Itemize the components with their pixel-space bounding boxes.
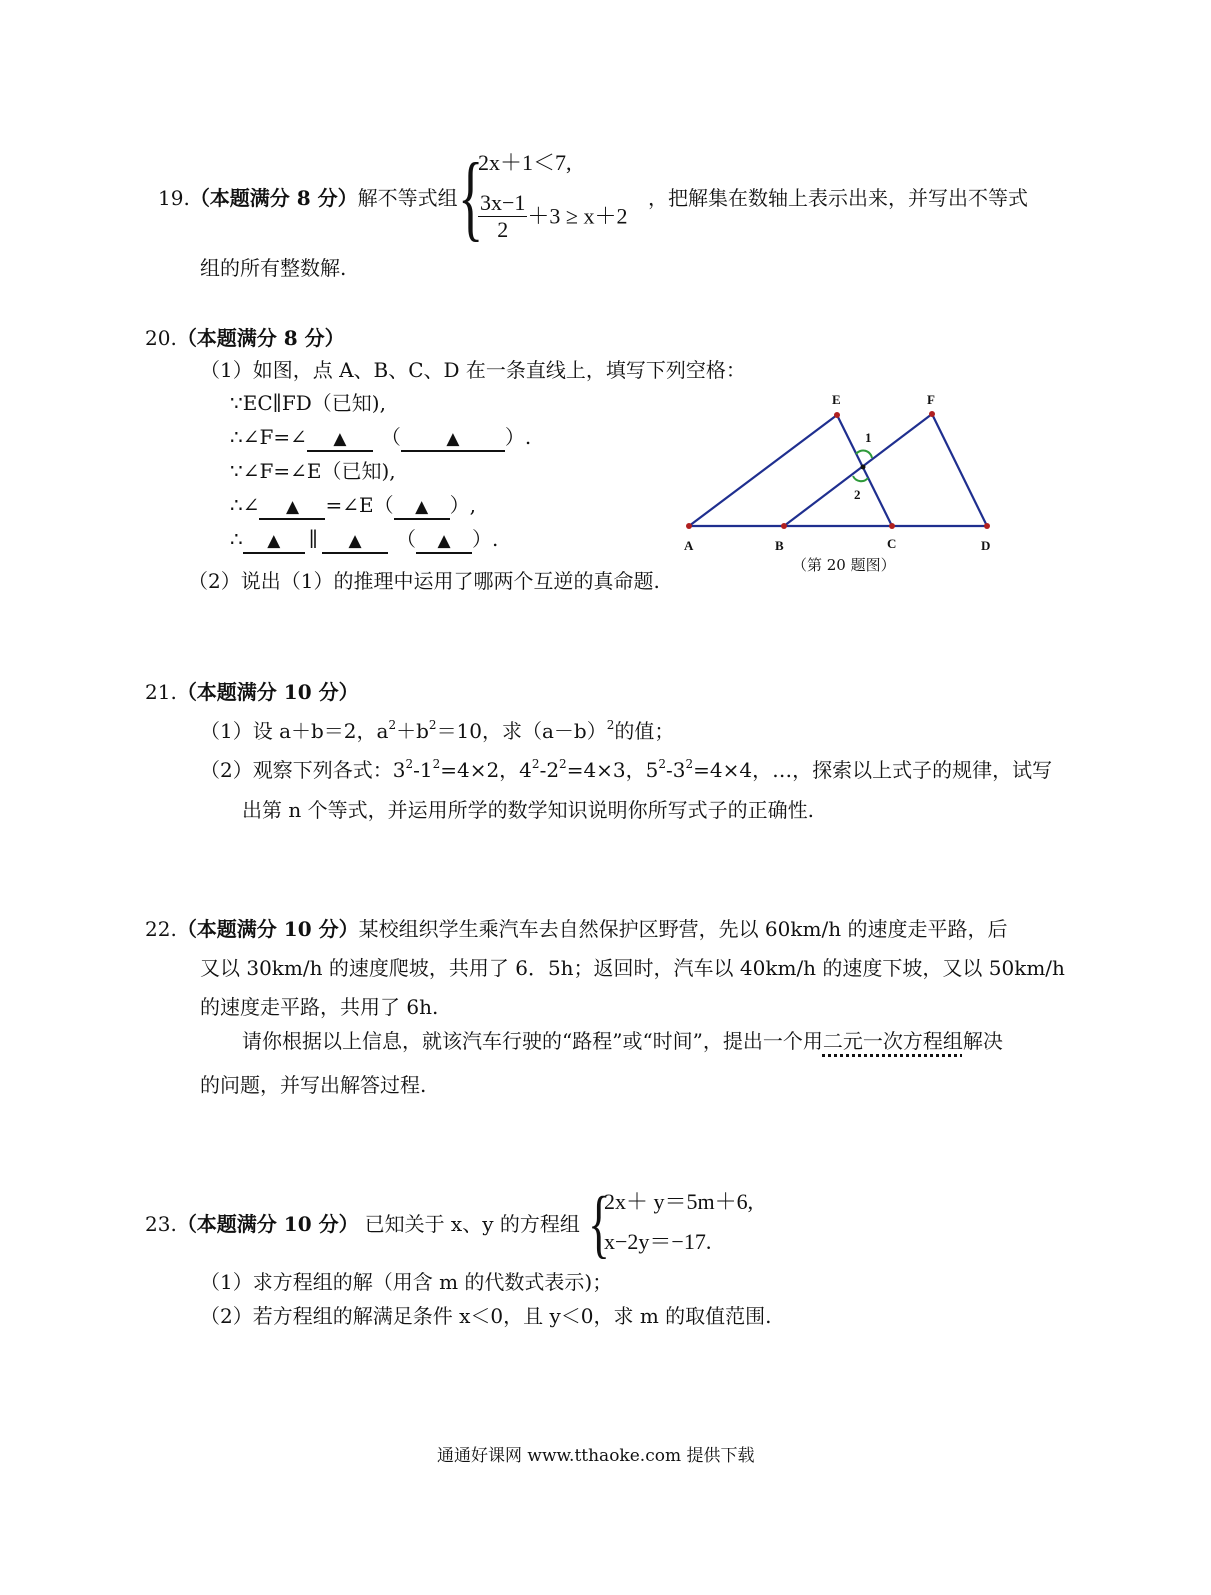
- q19-inequality-2: [478, 190, 628, 243]
- q19-number: 19.: [158, 186, 190, 210]
- q20-score: （本题满分 8 分）: [176, 326, 345, 350]
- q20-step2-prefix: ∴∠F=∠: [230, 425, 307, 449]
- q23-system-brace: {: [588, 1182, 610, 1266]
- q21-part1-a: （1）设 a＋b＝2，a: [200, 719, 389, 743]
- q21-part1-sup-b: 2: [428, 718, 437, 732]
- q21-part1-c: ＝10，求（a－b）: [436, 719, 607, 743]
- q21-part1: [200, 719, 674, 743]
- q21-part2-d: -2: [539, 758, 560, 782]
- q21-part1-b: ＋b: [396, 719, 429, 743]
- q23-part2: （2）若方程组的解满足条件 x＜0，且 y＜0，求 m 的取值范围.: [200, 1304, 772, 1328]
- q21-part2-sup-3: 2: [531, 757, 540, 771]
- q23-line1: [145, 1212, 580, 1236]
- q21-part2-f: -3: [666, 758, 686, 782]
- q21-part2-sup-1: 2: [405, 757, 414, 771]
- q22-line4: [242, 1029, 1003, 1053]
- point-C-label: C: [887, 536, 897, 551]
- q20-step4: [230, 493, 476, 520]
- q20-blank-2: [401, 426, 505, 452]
- q21-part2-sup-2: 2: [432, 757, 441, 771]
- q20-header: [145, 326, 345, 350]
- q20-blank-3-triangle: ▲: [285, 497, 300, 517]
- q22-line3: 的速度走平路，共用了 6h.: [200, 995, 439, 1019]
- q20-step1: ∵EC∥FD（已知),: [230, 391, 386, 415]
- q21-part2-a: （2）观察下列各式：3: [200, 758, 406, 782]
- q20-blank-7: [416, 528, 472, 554]
- q19-line2: 组的所有整数解.: [200, 256, 347, 280]
- q20-figure: [670, 388, 1010, 580]
- q23-score: （本题满分 10 分）: [176, 1212, 359, 1236]
- q20-step2: [230, 425, 531, 452]
- line-BF: [784, 414, 932, 526]
- point-D-dot: [984, 523, 990, 529]
- q21-part2-sup-6: 2: [685, 757, 694, 771]
- point-B-label: B: [775, 538, 784, 553]
- q19-fraction: [478, 190, 527, 243]
- line-AE: [689, 415, 837, 526]
- q22-line4-b: 解决: [962, 1029, 1003, 1053]
- q21-part1-sup-c: 2: [606, 718, 615, 732]
- q20-step2-paren-close: ）.: [504, 425, 532, 449]
- q20-blank-1-triangle: ▲: [333, 429, 347, 449]
- q21-part1-d: 的值；: [614, 719, 675, 743]
- q19-inequality-2-rest: ＋3 ≥ x＋2: [527, 203, 628, 229]
- q19-system-brace: {: [458, 143, 484, 250]
- q21-part2-g: =4×4，…，探索以上式子的规律，试写: [693, 758, 1053, 782]
- line-FD: [932, 414, 987, 526]
- q19-inequality-1: 2x＋1＜7,: [478, 150, 572, 175]
- point-C-dot: [889, 523, 895, 529]
- q19-score: （本题满分 8 分）: [189, 186, 358, 210]
- q20-blank-7-triangle: ▲: [437, 531, 451, 551]
- point-E-label: E: [832, 392, 841, 407]
- angle-2-arc: [853, 476, 868, 481]
- figure-points: [686, 411, 990, 529]
- q19-lead: 解不等式组: [357, 186, 458, 210]
- q22-line5: 的问题，并写出解答过程.: [200, 1073, 427, 1097]
- q20-step5: [230, 527, 498, 554]
- q21-part2-c: =4×2，4: [440, 758, 532, 782]
- q19-fraction-denominator: 2: [497, 217, 509, 242]
- intersection-dot: [861, 465, 866, 470]
- q20-part2: （2）说出（1）的推理中运用了哪两个互逆的真命题.: [188, 569, 660, 593]
- q20-blank-4: [394, 494, 450, 520]
- point-A-dot: [686, 523, 692, 529]
- q21-part2-b: -1: [413, 758, 433, 782]
- q20-blank-3: [259, 494, 325, 520]
- point-F-label: F: [927, 392, 935, 407]
- q19-after-text: ，把解集在数轴上表示出来，并写出不等式: [648, 186, 1028, 210]
- q19-line1: [158, 186, 458, 210]
- point-F-dot: [929, 411, 935, 417]
- q20-blank-4-triangle: ▲: [415, 497, 429, 517]
- q23-lead: 已知关于 x、y 的方程组: [364, 1212, 580, 1236]
- figure-lines: [689, 414, 987, 526]
- angle-2-label: 2: [854, 487, 861, 502]
- q21-part2-sup-5: 2: [658, 757, 667, 771]
- q22-score: （本题满分 10 分）: [176, 917, 359, 941]
- q20-step4-prefix: ∴∠: [230, 493, 260, 517]
- q20-blank-1: [307, 426, 373, 452]
- q23-part1: （1）求方程组的解（用含 m 的代数式表示)；: [200, 1270, 613, 1294]
- point-B-dot: [781, 523, 787, 529]
- q20-step4-paren-close: ）,: [449, 493, 476, 517]
- figure-caption: （第 20 题图）: [792, 556, 896, 574]
- q20-step5-prefix: ∴: [230, 527, 243, 551]
- point-D-label: D: [981, 538, 991, 553]
- point-E-dot: [834, 412, 840, 418]
- q20-blank-5: [243, 528, 305, 554]
- q20-part1-prompt: （1）如图，点 A、B、C、D 在一条直线上，填写下列空格：: [200, 358, 746, 382]
- q20-blank-6-triangle: ▲: [348, 531, 362, 551]
- q20-blank-2-triangle: ▲: [446, 429, 460, 449]
- q23-equation-1: 2x＋ y＝5m＋6,: [604, 1189, 754, 1214]
- q21-part2: [200, 758, 1052, 782]
- q20-blank-6: [322, 528, 388, 554]
- q21-header: [145, 680, 359, 704]
- page-footer: 通通好课网 www.tthaoke.com 提供下载: [437, 1446, 755, 1466]
- q22-line4-emphasis: 二元一次方程组: [822, 1029, 963, 1053]
- q22-line4-a: 请你根据以上信息，就该汽车行驶的“路程”或“时间”，提出一个用: [242, 1029, 823, 1053]
- q20-step3: ∵∠F=∠E（已知),: [230, 459, 396, 483]
- q20-parallel-symbol: ∥: [308, 527, 318, 551]
- q22-number: 22.: [145, 917, 177, 941]
- point-A-label: A: [684, 538, 694, 553]
- q23-equation-2: x−2y＝−17.: [604, 1229, 712, 1254]
- q22-line2: 又以 30km/h 的速度爬坡，共用了 6．5h；返回时，汽车以 40km/h 的速度下坡，又以 50km/h: [200, 956, 1065, 980]
- q21-part2-line2: 出第 n 个等式，并运用所学的数学知识说明你所写式子的正确性.: [242, 798, 814, 822]
- q19-fraction-numerator: 3x−1: [480, 190, 526, 215]
- q20-step4-mid: =∠E（: [325, 493, 394, 517]
- q21-score: （本题满分 10 分）: [176, 680, 359, 704]
- q22-line1: [145, 917, 1007, 941]
- q20-number: 20.: [145, 326, 177, 350]
- q21-part2-sup-4: 2: [559, 757, 567, 771]
- angle-1-label: 1: [865, 430, 872, 445]
- q20-step2-paren-open: （: [380, 425, 401, 449]
- q22-line1-text: 某校组织学生乘汽车去自然保护区野营，先以 60km/h 的速度走平路，后: [358, 917, 1008, 941]
- q21-number: 21.: [145, 680, 177, 704]
- q21-part1-sup-a: 2: [388, 718, 397, 732]
- q23-number: 23.: [145, 1212, 177, 1236]
- q20-blank-5-triangle: ▲: [267, 531, 281, 551]
- q20-step5-paren-open: （: [395, 527, 416, 551]
- q21-part2-e: =4×3，5: [566, 758, 659, 782]
- q20-step5-paren-close: ）.: [471, 527, 499, 551]
